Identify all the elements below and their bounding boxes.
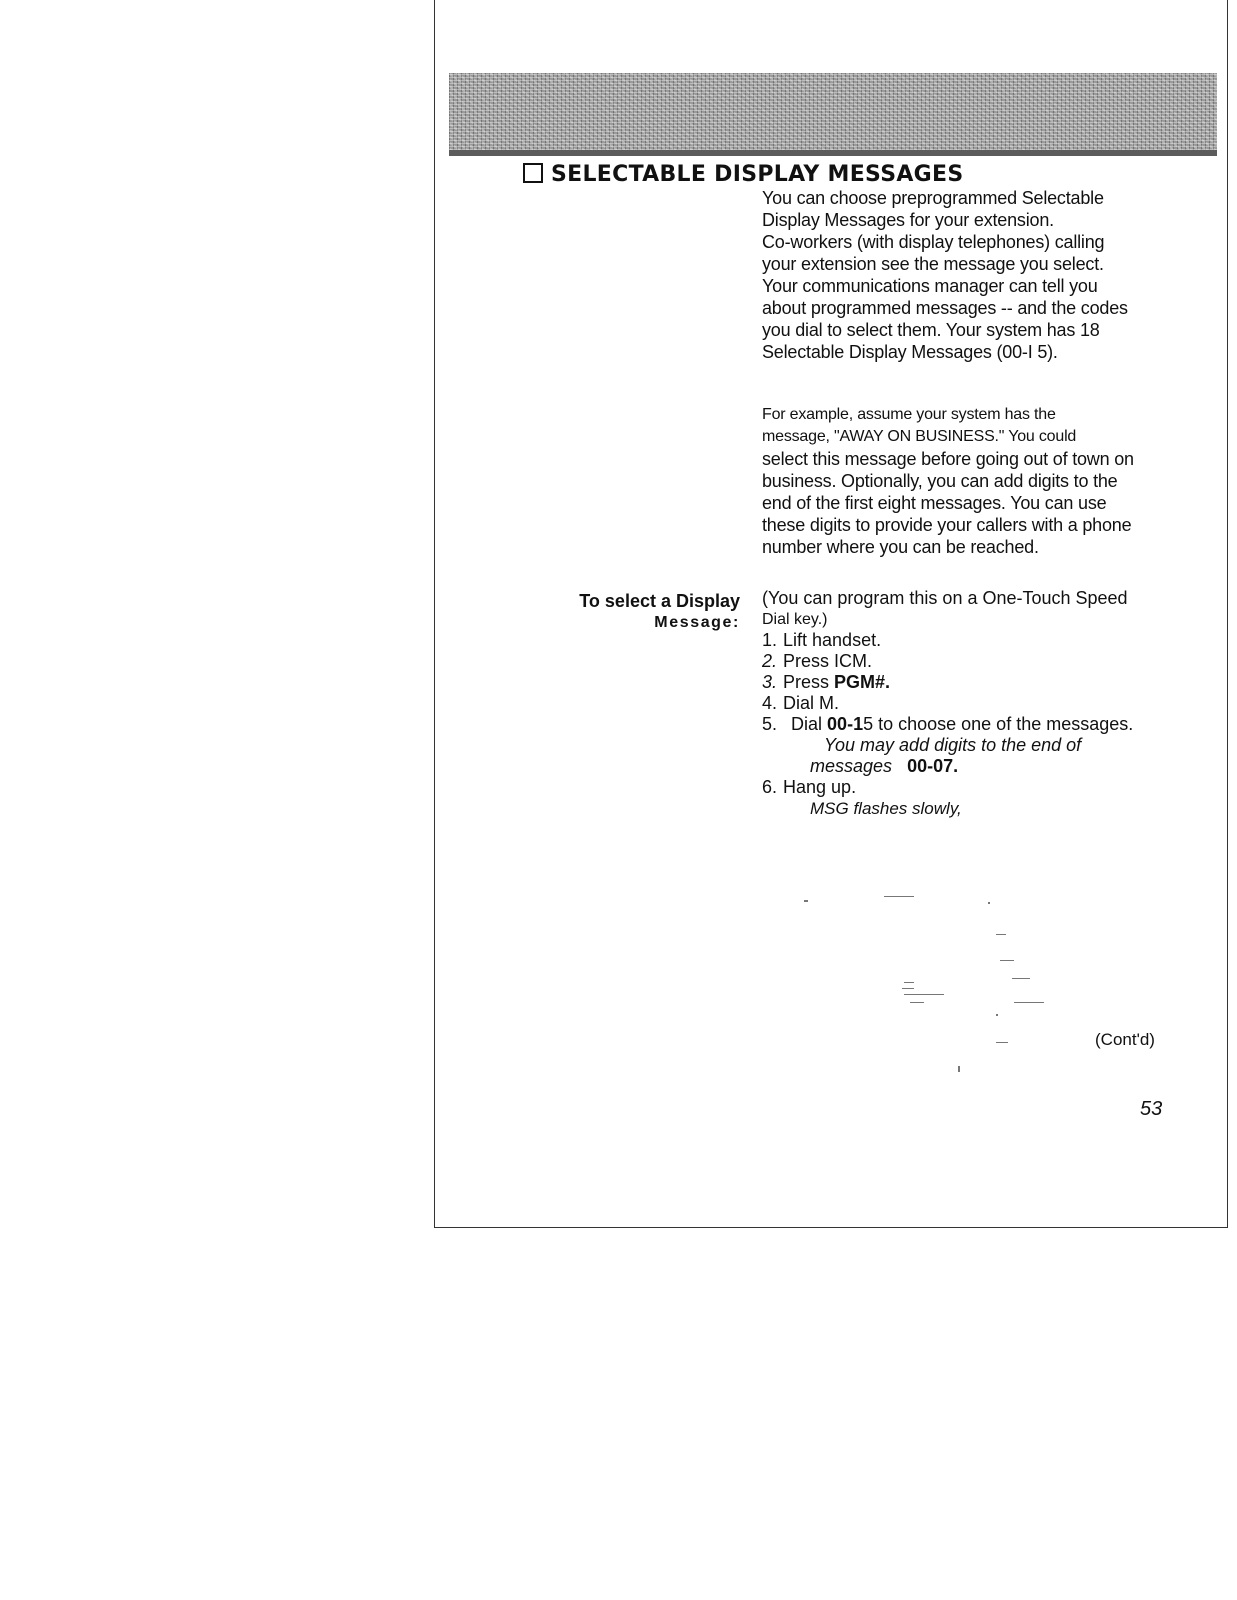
continued-label: (Cont'd) (1095, 1030, 1155, 1049)
step-2 (762, 651, 1202, 672)
procedure-note: Dial key.) (762, 611, 828, 628)
intro-line: Your communications manager can tell you (762, 276, 1098, 296)
scan-specks (800, 890, 1060, 1080)
intro-line: your extension see the message you select. (762, 254, 1104, 274)
step-number: 4. (762, 693, 778, 713)
example-line: For example, assume your system has the (762, 406, 1056, 423)
intro-line: Display Messages for your extension. (762, 210, 1054, 230)
section-heading (523, 162, 964, 187)
example-line: number where you can be reached. (762, 537, 1039, 557)
page-number: 53 (1140, 1098, 1163, 1120)
step-text: Lift handset. (783, 630, 882, 650)
intro-line: Co-workers (with display telephones) calling (762, 232, 1105, 252)
step-1 (762, 630, 1202, 651)
intro-line: you dial to select them. Your system has 18 (762, 320, 1100, 340)
message-code: 00-07. (907, 756, 959, 776)
example-line: these digits to provide your callers with a phone (762, 515, 1132, 535)
step-number: 6. (762, 777, 778, 797)
intro-paragraph (762, 187, 1202, 363)
step-text: Dial (791, 714, 823, 734)
procedure-heading (520, 590, 740, 634)
step-6-note: MSG flashes slowly, (810, 799, 962, 818)
intro-line: about programmed messages -- and the codes (762, 298, 1128, 318)
procedure-note: (You can program this on a One-Touch Speed (762, 588, 1128, 608)
step-number: 1. (762, 630, 778, 650)
procedure-heading-line1: To select a Display (579, 591, 740, 611)
step-4 (762, 693, 1202, 714)
intro-line: You can choose preprogrammed Selectable (762, 188, 1104, 208)
header-band (449, 73, 1217, 156)
step-number: 5. (762, 714, 778, 734)
step-5-note (762, 756, 1202, 777)
step-3 (762, 672, 1202, 693)
example-paragraph (762, 404, 1202, 558)
step-text: Dial M. (783, 693, 840, 713)
step-number: 3. (762, 672, 778, 692)
example-line: end of the first eight messages. You can use (762, 493, 1107, 513)
step-5-note-text: messages (810, 756, 893, 776)
procedure-heading-line2: Message: (654, 614, 740, 631)
step-number: 2. (762, 651, 778, 671)
example-line: business. Optionally, you can add digits to the (762, 471, 1118, 491)
checkbox-icon (523, 163, 543, 183)
step-6 (762, 777, 1202, 798)
step-text: Press ICM. (783, 651, 873, 671)
step-text: 5 to choose one of the messages. (863, 714, 1134, 734)
intro-line: Selectable Display Messages (00-I 5). (762, 342, 1058, 362)
step-5 (762, 714, 1202, 735)
message-code: 00-1 (827, 714, 864, 734)
section-title: SELECTABLE DISPLAY MESSAGES (551, 162, 964, 187)
pgm-key-label: PGM#. (834, 672, 891, 692)
step-text: Press (783, 672, 830, 692)
step-5-note: You may add digits to the end of (824, 735, 1082, 755)
example-line: message, "AWAY ON BUSINESS." You could (762, 428, 1077, 445)
step-text: Hang up. (783, 777, 857, 797)
procedure-steps (762, 588, 1202, 819)
example-line: select this message before going out of town on (762, 449, 1134, 469)
